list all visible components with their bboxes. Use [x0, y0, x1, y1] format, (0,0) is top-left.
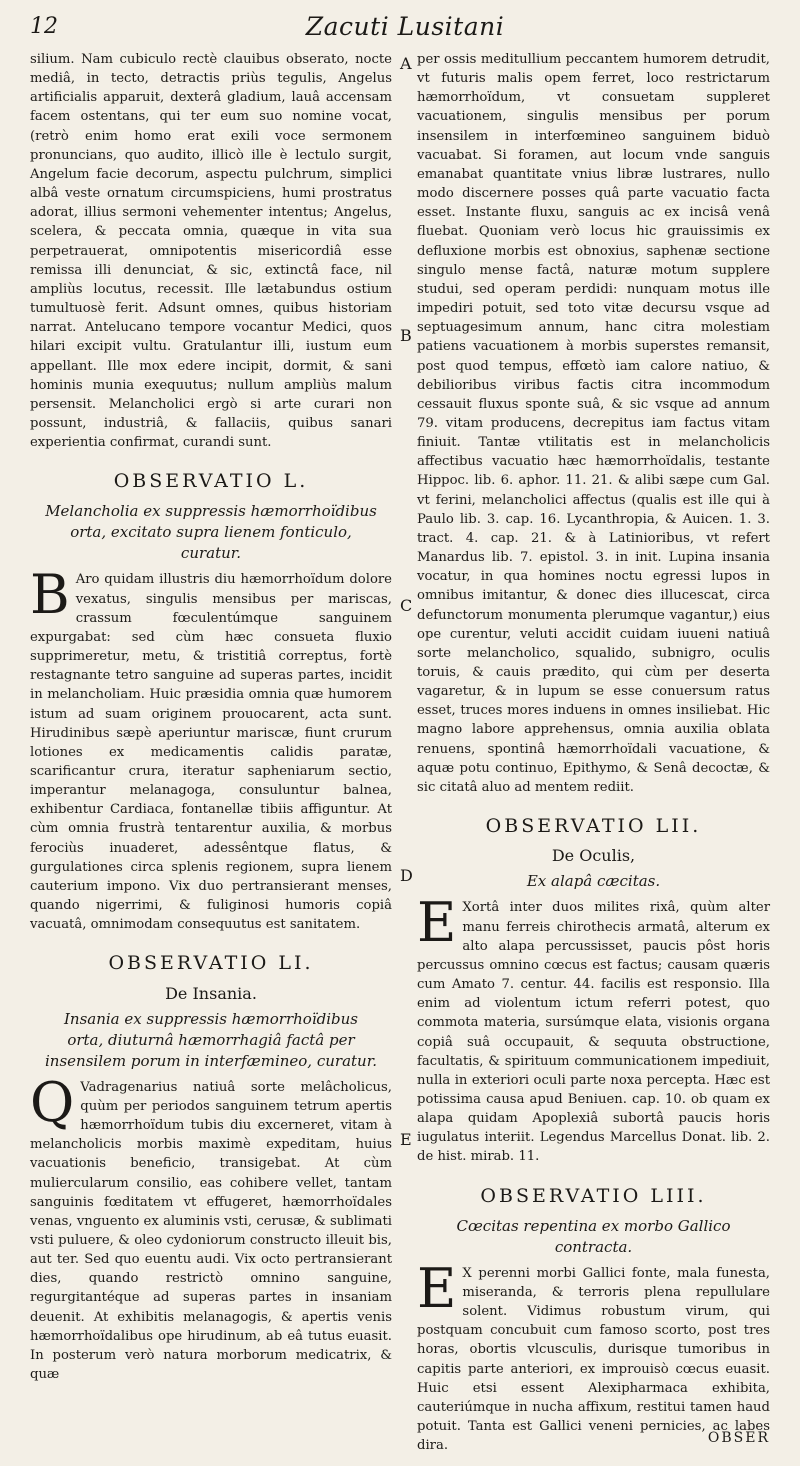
drop-cap-b: B — [30, 563, 70, 627]
observation-53-title: OBSERVATIO LIII. — [480, 1184, 707, 1207]
observation-51-subtitle: Insania ex suppressis hæmorrhoïdibus orta, diuturnâ hæmorrhagiâ factâ per insensilem porum in interfæmineo, curatur. — [45, 1009, 377, 1070]
observation-51-text: Vadragenarius natiuâ sorte melâcholicus, quùm per periodos sanguinem tetrum apertis hæmorrhoïdum tubis diu excerneret, vitam à melancholicis morbis maximè expeditam, huius vacuationis beneficio, transigebat. At cùm muliercularum consilio, eas cohibere vellet, tantam sanguinis fœditatem vt effugeret, hæmorrhoïdales venas, vnguento ex aluminis vsti, cerusæ, & sublimati vsti puluere, & oleo cydoniorum constructo illeuit bis, aut ter. Sed quo euentu audi. Vix octo pertransierant dies, quando restrictò omnino sanguine, regurgitantéque ad superas partes in insaniam deuenit. At exhibitis melanagogis, & apertis venis hæmorrhoïdalibus ope hirudinum, ab eâ tutus euasit. In posterum verò natura morborum medicatrix, & quæ — [30, 1079, 392, 1383]
observation-51-body — [30, 1070, 392, 1385]
observation-53-body — [417, 1256, 770, 1456]
observation-52-text: Xortâ inter duos milites rixâ, quùm alter manu ferreis chirothecis armatâ, alterum ex alto alapa percussisset, paucis pôst horis percussus omnino cœcus est factus; causam quæris cum Amato 7. centur. 44. facilis est responsio. Illa enim ad violentum ictum referri potest, quo commota materia, sursúmque elata, visionis organa copiâ suâ occupauit, & sequuta obstructione, facultatis, & spirituum communicationem impediuit, nulla in exteriori oculi parte noxa percepta. Hæc est potissima causa apud Beniuen. cap. 10. ob quam ex alapa quidam Apoplexiâ subortâ paucis horis iugulatus interiit. Legendus Marcellus Donat. lib. 2. de hist. mirab. 11. — [417, 900, 770, 1165]
margin-letter-b: B — [400, 326, 412, 345]
observation-51-title: OBSERVATIO LI. — [108, 952, 314, 975]
drop-cap-e: E — [417, 891, 457, 955]
page-number: 12 — [30, 14, 58, 39]
margin-letter-c: C — [400, 596, 413, 615]
observation-50-title: OBSERVATIO L. — [113, 470, 309, 493]
right-column — [417, 50, 770, 1455]
observation-50-body — [30, 563, 392, 934]
running-title: Zacuti Lusitani — [305, 12, 505, 41]
observation-52-body — [417, 891, 770, 1166]
observation-52-subtitle: Ex alapâ cæcitas. — [526, 872, 661, 891]
observation-53-text: X perenni morbi Gallici fonte, mala funesta, miseranda, & terroris plena repullulare solent. Vidimus robustum virum, qui postquam concubuit cum famoso scorto, post tres horas, obortis vlcusculis, durisque tumoribus in capitis parte anteriori, ex improuisò cœcus euasit. Huic etsi essent Alexipharmaca exhibita, cauteriúmque in nucha affixum, restitui tamen haud potuit. Tanta est Gallici veneni pernicies, ac labes dira. — [417, 1265, 770, 1454]
paragraph-continued-right: per ossis meditullium peccantem humorem detrudit, vt futuris malis opem ferret, loco restrictarum hæmorrhoïdum, vt consuetam suppleret vacuationem, singulis mensibus per porum insensilem in interfœmineo sanguinem biduò vacuabat. Si foramen, aut locum vnde sanguis emanabat quantitate vnius libræ lustrares, nullo modo discernere posses quâ parte vacuatio facta esset. Instante fluxu, sanguis ac ex incisâ venâ fluebat. Quoniam verò locus hic grauissimis ex defluxione morbis est obnoxius, saphenæ sectione singulo mense factâ, naturæ motum supplere studui, sed operam perdidi: nunquam motus ille impediri potuit, sed toto vitæ decursu vsque ad septuagesimum annum, hanc citra molestiam patiens vacuationem à morbis superstes remansit, post quod tempus, effœtò iam calore natiuo, & debilioribus viribus factis citra incommodum cessauit fluxus sponte suâ, & sic vsque ad annum 79. vitam producens, decrepitus iam factus vitam finiuit. Tantæ vtilitatis est in melancholicis affectibus vacuatio hæc hæmorrhoïdalis, testante Hippoc. lib. 6. aphor. 11. 21. & alibi sæpe cum Gal. vt ferini, melancholici affectus (qualis est ille qui à Paulo lib. 3. cap. 16. Lycanthropia, & Auicen. 1. 3. tract. 4. cap. 21. & à Latinioribus, vt refert Manardus lib. 7. epistol. 3. in init. Lupina insania vocatur, in qua homines noctu egressi lupos in omnibus imitantur, & donec dies illucescat, circa defunctorum monumenta plerumque vagantur,) eius ope curentur, veluti accidit cuidam iuueni natiuâ sorte melancholico, squalido, subnigro, oculis toruis, & cauis prædito, qui cùm per deserta vagaretur, & in lupum se esse conuersum ratus esset, truces mores induens in omnes insiliebat. Hic magno labore apprehensus, omnia auxilia oblata renuens, spontinâ hæmorrhoïdali vacuatione, & aquæ potu continuo, Epithymo, & Senâ decoctæ, & sic citatâ aluo ad mentem rediit. — [417, 52, 770, 795]
margin-letter-e: E — [400, 1130, 412, 1149]
margin-letter-d: D — [400, 866, 413, 885]
observation-50-subtitle: Melancholia ex suppressis hæmorrhoïdibus orta, excitato supra lienem fonticulo, curatur. — [45, 502, 377, 563]
observation-51-topic: De Insania. — [165, 983, 257, 1003]
left-column — [30, 50, 392, 1384]
catchword: OBSER — [707, 1430, 770, 1446]
drop-cap-e-2: E — [417, 1256, 457, 1320]
observation-52-title: OBSERVATIO LII. — [485, 815, 702, 838]
margin-letter-a: A — [400, 54, 412, 73]
drop-cap-q: Q — [30, 1070, 75, 1134]
observation-52-topic: De Oculis, — [551, 846, 636, 866]
paragraph-continued: silium. Nam cubiculo rectè clauibus obserato, nocte mediâ, in tecto, detractis priùs tegulis, Angelus artificialis apparuit, dexterâ gladium, lauâ accensam facem ostentans, qui ter eum suo nomine vocat, (retrò enim homo erat exili voce sermonem pronuncians, quo audito, illicò ille è lectulo surgit, Angelum facie decorum, aspectu pulchrum, simplici albâ veste ornatum circumspiciens, humi prostratus adorat, illius sermoni vehementer intentus; Angelus, scelera, & peccata omnia, quæque in vita sua perpetrauerat, omnipotentis misericordiâ esse remissa illi denunciat, & sic, extinctâ face, nil ampliùs locutus, recessit. Ille lætabundus ostium tumultuosè ferit. Adsunt omnes, quibus historiam narrat. Antelucano tempore vocantur Medici, quos hilari excipit vultu. Gratulantur illi, iustum eum appellant. Ille mox edere incipit, dormit, & sani hominis munia exequutus; nullum ampliùs malum persensit. Melancholici ergò si arte curari non possunt, industriâ, & fallaciis, quibus sanari experientia confirmat, curandi sunt. — [30, 52, 392, 451]
observation-50-text: Aro quidam illustris diu hæmorrhoïdum dolore vexatus, singulis mensibus per mariscas, crassum fœculentúmque sanguinem expurgabat: sed cùm hæc consueta fluxio supprimeretur, metu, & tristitiâ correptus, fortè restagnante tetro sanguine ad superas partes, incidit in melancholiam. Huic præsidia omnia quæ humorem istum ad suam originem prouocarent, acta sunt. Hirudinibus sæpè aperiuntur mariscæ, fiunt crurum lotiones ex medicamentis calidis paratæ, scarificantur crura, iteratur sapheniarum sectio, imperantur melanagoga, consuluntur balnea, exhibentur Cardiaca, fontanellæ tibiis affiguntur. At cùm omnia frustrà tentarentur auxilia, & morbus ferociùs inuaderet, adessêntque flatus, & gurgulationes circa splenis regionem, supra lienem cauterium impono. Vix duo pertransierant menses, quando nigerrimi, & fuliginosi humoris copiâ vacuatâ, omnimodam consequutus est sanitatem. — [30, 572, 392, 933]
page-header — [30, 6, 780, 46]
observation-53-subtitle: Cœcitas repentina ex morbo Gallico contracta. — [456, 1216, 731, 1256]
